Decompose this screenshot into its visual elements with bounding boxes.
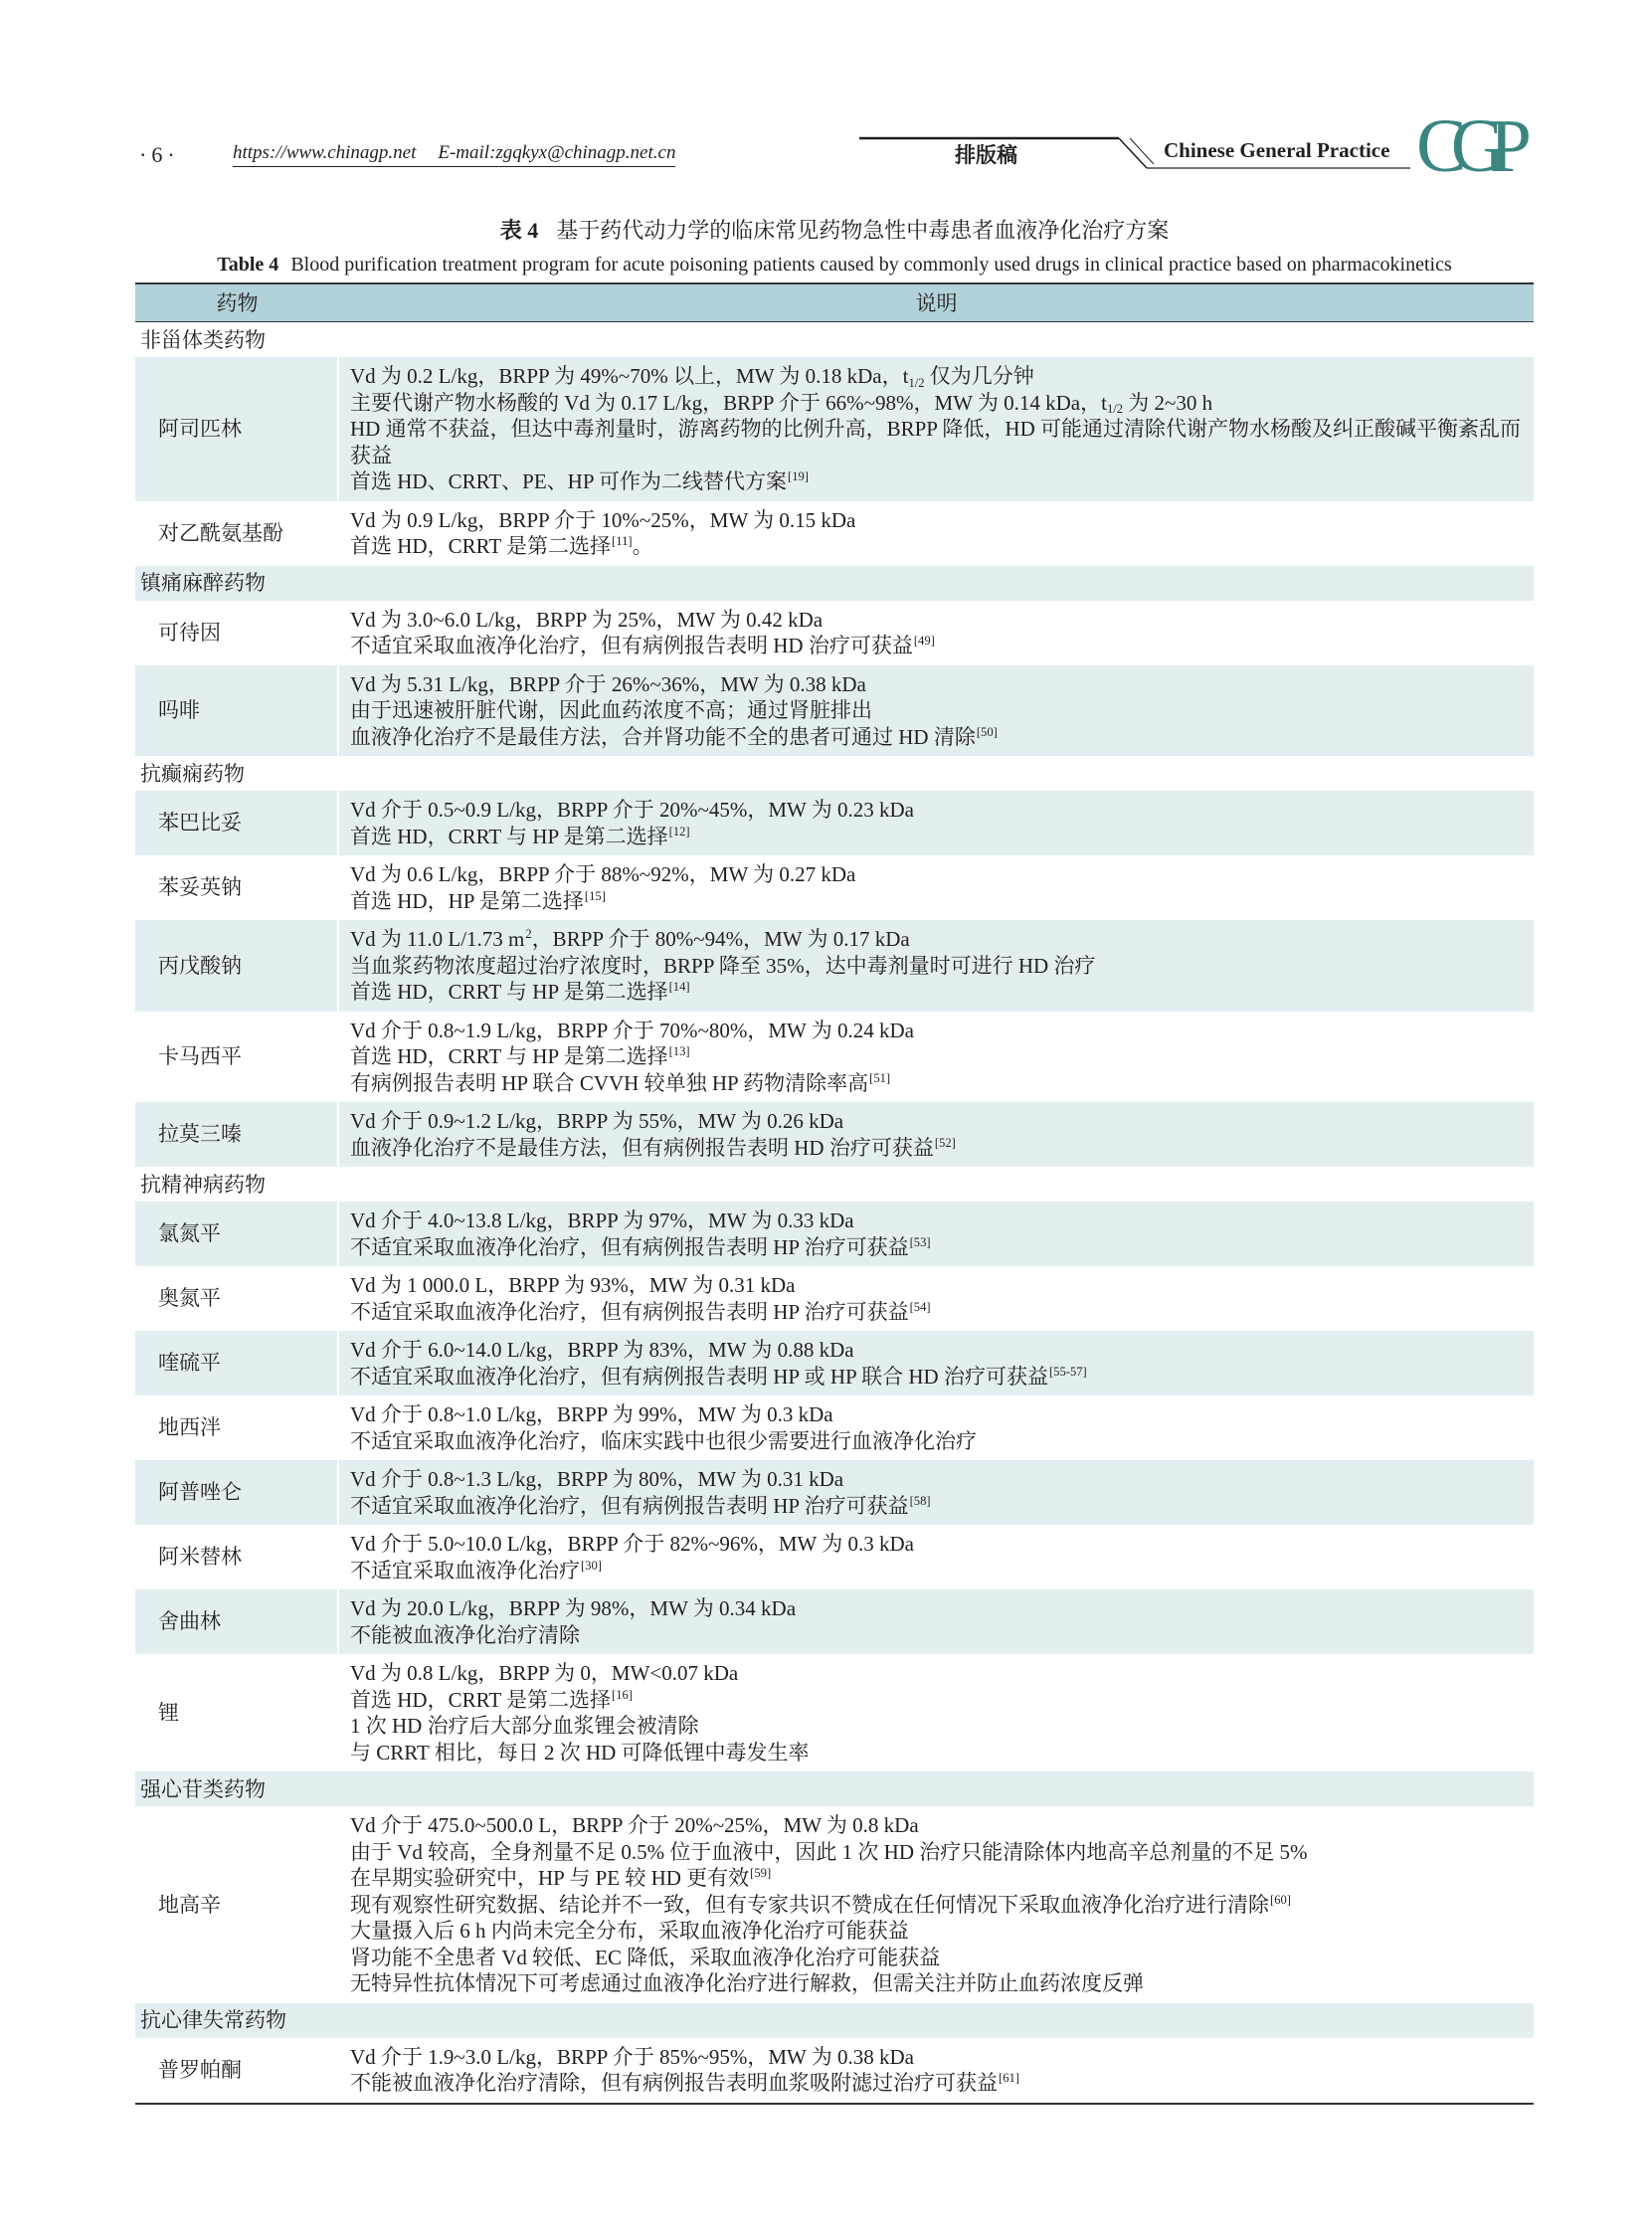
category-label: 抗癫痫药物 [140, 761, 245, 786]
journal-email: E-mail:zgqkyx@chinagp.net.cn [438, 142, 676, 163]
drug-row [135, 1012, 1534, 1103]
text-segment: 血液净化治疗不是最佳方法，但有病例报告表明 HD 治疗可获益 [350, 1135, 934, 1160]
superscript-text: [49] [913, 634, 935, 649]
drug-purification-table [135, 282, 1534, 2105]
description-line [350, 926, 1526, 953]
drug-description [339, 1589, 1534, 1654]
drug-name: 苯巴比妥 [135, 791, 339, 855]
superscript-text: [11] [612, 534, 633, 549]
description-line [350, 1865, 1526, 1892]
text-segment: 首选 HD，CRRT 与 HP 是第二选择 [350, 824, 668, 848]
draft-label: 排版稿 [955, 143, 1017, 167]
description-line: 由于迅速被肝脏代谢，因此血药浓度不高；通过肾脏排出 [350, 698, 872, 722]
superscript-text: [58] [909, 1493, 931, 1508]
superscript-text: [61] [999, 2071, 1019, 2086]
description-line: 不适宜采取血液净化治疗，临床实践中也很少需要进行血液净化治疗 [350, 1428, 977, 1453]
text-segment: ，BRPP 介于 80%~94%，MW 为 0.17 kDa [531, 927, 910, 951]
drug-description [339, 1525, 1534, 1589]
text-segment: 首选 HD、CRRT、PE、HP 可作为二线替代方案 [350, 469, 787, 493]
drug-description [339, 1331, 1534, 1395]
superscript-text: [50] [976, 724, 998, 739]
journal-url: https://www.chinagp.net [233, 142, 417, 163]
text-segment: Vd 为 0.2 L/kg，BRPP 为 49%~70% 以上，MW 为 0.18 kDa，t [350, 364, 909, 388]
description-line [350, 1558, 1526, 1584]
text-segment: 在早期实验研究中，HP 与 PE 较 HD 更有效 [350, 1866, 750, 1890]
text-segment: 不能被血液净化治疗清除，但有病例报告表明血浆吸附滤过治疗可获益 [350, 2071, 998, 2095]
drug-description [339, 501, 1534, 566]
description-line: Vd 为 0.6 L/kg，BRPP 介于 88%~92%，MW 为 0.27 kDa [350, 862, 856, 886]
table-header-row [135, 283, 1534, 322]
superscript-text: [13] [668, 1044, 690, 1059]
description-line [350, 1043, 1526, 1070]
drug-row [135, 357, 1534, 501]
drug-description [339, 920, 1534, 1012]
table-caption-en: Blood purification treatment program for acute poisoning patients caused by commonly used drugs in clinical practice based on pharmacokinetics [290, 254, 1452, 276]
text-segment: 首选 HD，CRRT 与 HP 是第二选择 [350, 980, 668, 1004]
drug-name: 丙戊酸钠 [135, 920, 339, 1012]
drug-description [339, 1395, 1534, 1460]
drug-row [135, 1525, 1534, 1589]
description-line [350, 533, 1526, 560]
drug-description [339, 1012, 1534, 1103]
journal-logo: CGP [1416, 104, 1516, 188]
table-number-cn: 表 4 [499, 218, 539, 243]
drug-row [135, 1266, 1534, 1331]
drug-description [339, 1806, 1534, 2003]
drug-name: 拉莫三嗪 [135, 1102, 339, 1167]
text-segment: 不适宜采取血液净化治疗，但有病例报告表明 HP 或 HP 联合 HD 治疗可获益 [350, 1364, 1048, 1389]
drug-name: 阿普唑仑 [135, 1460, 339, 1525]
drug-name: 苯妥英钠 [158, 875, 242, 900]
journal-name: Chinese General Practice [1164, 138, 1390, 162]
description-line: Vd 介于 1.9~3.0 L/kg，BRPP 介于 85%~95%，MW 为 0.38 kDa [350, 2044, 914, 2069]
drug-description [339, 1102, 1534, 1167]
description-line [350, 1892, 1526, 1919]
drug-name: 喹硫平 [135, 1331, 339, 1395]
description-line: Vd 为 0.8 L/kg，BRPP 为 0，MW<0.07 kDa [350, 1661, 739, 1685]
drug-name: 地高辛 [158, 1892, 221, 1917]
subscript-text: 1/2 [908, 375, 925, 390]
drug-name: 阿司匹林 [135, 357, 339, 501]
description-line: 与 CRRT 相比，每日 2 次 HD 可降低锂中毒发生率 [350, 1740, 810, 1765]
drug-row [135, 665, 1534, 757]
description-line [350, 824, 1526, 850]
category-row [135, 1167, 1534, 1202]
text-segment: 首选 HD，HP 是第二选择 [350, 888, 584, 913]
text-segment: 不适宜采取血液净化治疗 [350, 1558, 580, 1582]
header-tab-rule [0, 0, 1652, 199]
drug-name: 氯氮平 [135, 1202, 339, 1266]
description-line: 大量摄入后 6 h 内尚未完全分布，采取血液净化治疗可能获益 [350, 1919, 909, 1943]
drug-name: 吗啡 [135, 665, 339, 757]
drug-row [135, 1202, 1534, 1266]
superscript-text: 2 [525, 927, 532, 942]
table-title-cn [135, 217, 1534, 245]
text-segment: 不适宜采取血液净化治疗，但有病例报告表明 HP 治疗可获益 [350, 1299, 909, 1324]
drug-name: 奥氮平 [158, 1286, 221, 1311]
description-line: HD 通常不获益，但达中毒剂量时，游离药物的比例升高，BRPP 降低，HD 可能通过清除代谢产物水杨酸及纠正酸碱平衡紊乱而获益 [350, 417, 1522, 467]
drug-row [135, 1395, 1534, 1460]
description-line: Vd 为 1 000.0 L，BRPP 为 93%，MW 为 0.31 kDa [350, 1273, 796, 1297]
column-header-drug: 药物 [135, 283, 339, 322]
description-line [350, 1070, 1526, 1097]
description-line: Vd 介于 0.8~1.0 L/kg，BRPP 为 99%，MW 为 0.3 kDa [350, 1402, 833, 1426]
drug-description [339, 357, 1534, 501]
drug-description [339, 1460, 1534, 1525]
description-line [350, 1364, 1526, 1391]
description-line [350, 724, 1526, 751]
superscript-text: [14] [668, 980, 690, 995]
description-line [350, 1234, 1526, 1261]
drug-row [135, 1460, 1534, 1525]
category-row [135, 1771, 1534, 1806]
superscript-text: [19] [788, 469, 809, 484]
description-line: 肾功能不全患者 Vd 较低、EC 降低，采取血液净化治疗可能获益 [350, 1945, 941, 1969]
drug-row [135, 1331, 1534, 1395]
description-line [350, 468, 1526, 495]
description-line [350, 633, 1526, 659]
drug-row [135, 2038, 1534, 2104]
description-line [350, 1135, 1526, 1162]
drug-row [135, 920, 1534, 1012]
superscript-text: [15] [584, 888, 606, 903]
page-number: ·6· [139, 142, 180, 167]
table-number-en: Table 4 [217, 254, 279, 276]
superscript-text: [51] [869, 1070, 891, 1085]
text-segment: 有病例报告表明 HP 联合 CVVH 较单独 HP 药物清除率高 [350, 1070, 869, 1095]
text-segment: 现有观察性研究数据、结论并不一致，但有专家共识不赞成在任何情况下采取血液净化治疗进行清除 [350, 1892, 1269, 1917]
column-header-description: 说明 [339, 283, 1534, 322]
drug-description [339, 791, 1534, 855]
drug-row [135, 1654, 1534, 1771]
description-line: Vd 介于 6.0~14.0 L/kg，BRPP 为 83%，MW 为 0.88 kDa [350, 1338, 854, 1362]
category-label: 非甾体类药物 [140, 327, 266, 352]
drug-description [339, 1654, 1534, 1771]
description-line: Vd 介于 0.8~1.3 L/kg，BRPP 为 80%，MW 为 0.31 kDa [350, 1467, 844, 1491]
drug-description [339, 1266, 1534, 1331]
superscript-text: [30] [581, 1558, 602, 1573]
description-line [350, 979, 1526, 1006]
drug-row [135, 855, 1534, 920]
drug-name: 锂 [158, 1700, 179, 1725]
drug-name: 阿米替林 [158, 1545, 242, 1570]
table-title-en [135, 252, 1534, 278]
text-segment: 首选 HD，CRRT 是第二选择 [350, 534, 612, 558]
description-line [350, 888, 1526, 915]
superscript-text: [54] [909, 1299, 931, 1314]
description-line: 无特异性抗体情况下可考虑通过血液净化治疗进行解救，但需关注并防止血药浓度反弹 [350, 1971, 1144, 1995]
description-line [350, 1299, 1526, 1326]
text-segment: 。 [632, 534, 653, 558]
description-line: Vd 为 5.31 L/kg，BRPP 介于 26%~36%，MW 为 0.38 kDa [350, 671, 866, 696]
description-line: 由于 Vd 较高，全身剂量不足 0.5% 位于血液中，因此 1 次 HD 治疗只能清除体内地高辛总剂量的不足 5% [350, 1839, 1308, 1864]
description-line [350, 2070, 1526, 2097]
drug-name: 地西泮 [158, 1415, 221, 1440]
table-body [135, 322, 1534, 2104]
drug-row [135, 1806, 1534, 2003]
category-row [135, 2003, 1534, 2038]
category-label: 抗精神病药物 [140, 1172, 266, 1197]
drug-row [135, 1589, 1534, 1654]
category-row [135, 756, 1534, 791]
text-segment: Vd 为 11.0 L/1.73 m [350, 927, 525, 951]
description-line: Vd 介于 5.0~10.0 L/kg，BRPP 介于 82%~96%，MW 为 0.3 kDa [350, 1532, 914, 1556]
drug-name: 可待因 [158, 620, 221, 645]
text-segment: 不适宜采取血液净化治疗，但有病例报告表明 HD 治疗可获益 [350, 634, 913, 657]
description-line: 1 次 HD 治疗后大部分血浆锂会被清除 [350, 1714, 699, 1738]
category-row [135, 566, 1534, 601]
description-line [350, 1687, 1526, 1714]
drug-name: 卡马西平 [158, 1044, 242, 1068]
drug-description [339, 1202, 1534, 1266]
description-line: 当血浆药物浓度超过治疗浓度时，BRPP 降至 35%，达中毒剂量时可进行 HD 治疗 [350, 953, 1096, 978]
text-segment: 首选 HD，CRRT 与 HP 是第二选择 [350, 1044, 668, 1068]
text-segment: 仅为几分钟 [924, 364, 1034, 388]
journal-contact [233, 141, 675, 167]
superscript-text: [55-57] [1048, 1364, 1087, 1379]
drug-name: 舍曲林 [135, 1589, 339, 1654]
text-segment: 不适宜采取血液净化治疗，但有病例报告表明 HP 治疗可获益 [350, 1493, 909, 1518]
description-line: 不能被血液净化治疗清除 [350, 1622, 580, 1647]
description-line: Vd 为 0.9 L/kg，BRPP 介于 10%~25%，MW 为 0.15 kDa [350, 507, 856, 532]
text-segment: 血液净化治疗不是最佳方法，合并肾功能不全的患者可通过 HD 清除 [350, 724, 976, 749]
drug-description [339, 855, 1534, 920]
text-segment: 主要代谢产物水杨酸的 Vd 为 0.17 L/kg，BRPP 介于 66%~98%，MW 为 0.14 kDa，t [350, 390, 1107, 415]
superscript-text: [16] [612, 1687, 634, 1702]
description-line: Vd 为 20.0 L/kg，BRPP 为 98%，MW 为 0.34 kDa [350, 1596, 797, 1620]
description-line [350, 390, 1526, 417]
drug-row [135, 791, 1534, 855]
superscript-text: [52] [934, 1135, 956, 1150]
drug-description [339, 2038, 1534, 2104]
description-line: Vd 介于 475.0~500.0 L，BRPP 介于 20%~25%，MW 为 0.8 kDa [350, 1813, 919, 1837]
description-line: Vd 介于 0.9~1.2 L/kg，BRPP 为 55%，MW 为 0.26 kDa [350, 1109, 844, 1133]
description-line [350, 363, 1526, 390]
description-line [350, 1493, 1526, 1520]
text-segment: 首选 HD，CRRT 是第二选择 [350, 1687, 612, 1712]
description-line: Vd 为 3.0~6.0 L/kg，BRPP 为 25%，MW 为 0.42 kDa [350, 607, 824, 632]
category-label: 强心苷类药物 [135, 1771, 1534, 1806]
superscript-text: [59] [750, 1866, 772, 1881]
drug-row [135, 501, 1534, 566]
category-label: 镇痛麻醉药物 [135, 566, 1534, 601]
table-caption-cn: 基于药代动力学的临床常见药物急性中毒患者血液净化治疗方案 [556, 218, 1170, 243]
text-segment: 为 2~30 h [1123, 390, 1213, 415]
superscript-text: [53] [909, 1234, 931, 1249]
category-row [135, 322, 1534, 358]
drug-description [339, 601, 1534, 665]
drug-name: 对乙酰氨基酚 [158, 520, 283, 545]
drug-row [135, 601, 1534, 665]
superscript-text: [12] [668, 824, 690, 838]
text-segment: 不适宜采取血液净化治疗，但有病例报告表明 HP 治疗可获益 [350, 1234, 909, 1259]
subscript-text: 1/2 [1106, 402, 1124, 417]
drug-row [135, 1102, 1534, 1167]
superscript-text: [60] [1270, 1892, 1291, 1907]
drug-name: 普罗帕酮 [135, 2038, 339, 2104]
description-line: Vd 介于 4.0~13.8 L/kg，BRPP 为 97%，MW 为 0.33 kDa [350, 1209, 854, 1232]
category-label: 抗心律失常药物 [135, 2003, 1534, 2038]
description-line: Vd 介于 0.8~1.9 L/kg，BRPP 介于 70%~80%，MW 为 0.24 kDa [350, 1018, 914, 1042]
description-line: Vd 介于 0.5~0.9 L/kg，BRPP 介于 20%~45%，MW 为 0.23 kDa [350, 798, 914, 822]
drug-description [339, 665, 1534, 757]
